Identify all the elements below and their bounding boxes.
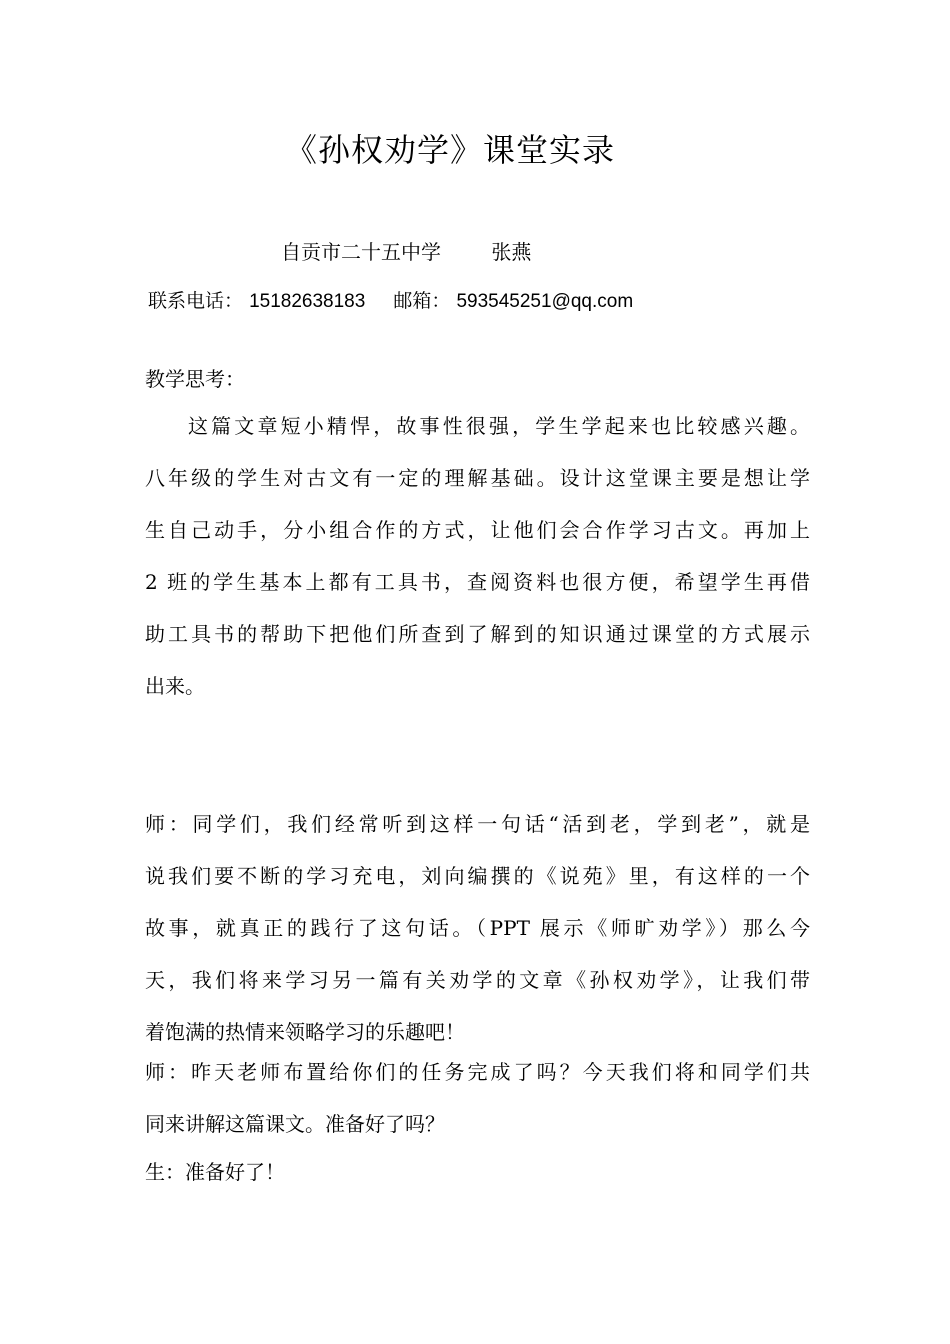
- contact-line: [148, 286, 633, 313]
- paragraph-line: 生自己动手，分小组合作的方式，让他们会合作学习古文。再加上: [145, 518, 810, 542]
- paragraph-line: 天，我们将来学习另一篇有关劝学的文章《孙权劝学》，让我们带: [145, 968, 810, 992]
- paragraph-line: 师：同学们，我们经常听到这样一句话“活到老，学到老”，就是: [145, 812, 810, 836]
- dialogue-paragraph-teacher-2: [145, 1046, 810, 1150]
- dialogue-paragraph-student: [145, 1146, 810, 1198]
- paragraph-line: 八年级的学生对古文有一定的理解基础。设计这堂课主要是想让学: [145, 466, 810, 490]
- paragraph-line: 助工具书的帮助下把他们所查到了解到的知识通过课堂的方式展示: [145, 622, 810, 646]
- document-title: 《孙权劝学》课堂实录: [284, 131, 615, 169]
- email-label: 邮箱：: [393, 290, 451, 312]
- paragraph-line: 同来讲解这篇课文。准备好了吗？: [145, 1112, 445, 1136]
- paragraph-line: 师：昨天老师布置给你们的任务完成了吗？今天我们将和同学们共: [145, 1060, 810, 1084]
- email-address: 593545251@qq.com: [456, 291, 634, 312]
- paragraph-line: 生：准备好了！: [145, 1160, 285, 1184]
- paragraph-line: 出来。: [145, 674, 205, 698]
- paragraph-line: 2 班的学生基本上都有工具书，查阅资料也很方便，希望学生再借: [145, 570, 810, 594]
- contact-label: 联系电话：: [148, 290, 244, 312]
- school-name: 自贡市二十五中学: [281, 240, 441, 264]
- section-heading: 教学思考：: [145, 367, 245, 391]
- reflection-paragraph: [145, 400, 810, 712]
- paragraph-line: 着饱满的热情来领略学习的乐趣吧！: [145, 1020, 465, 1044]
- phone-number: 15182638183: [249, 291, 366, 312]
- paragraph-line: 这篇文章短小精悍，故事性很强，学生学起来也比较感兴趣。: [188, 414, 810, 438]
- author-name: 张燕: [491, 240, 532, 264]
- paragraph-line: 说我们要不断的学习充电，刘向编撰的《说苑》里，有这样的一个: [145, 864, 810, 888]
- paragraph-line: 故事，就真正的践行了这句话。（PPT 展示《师旷劝学》）那么今: [145, 916, 810, 940]
- author-line: [281, 236, 531, 265]
- dialogue-paragraph-teacher-1: [145, 798, 810, 1058]
